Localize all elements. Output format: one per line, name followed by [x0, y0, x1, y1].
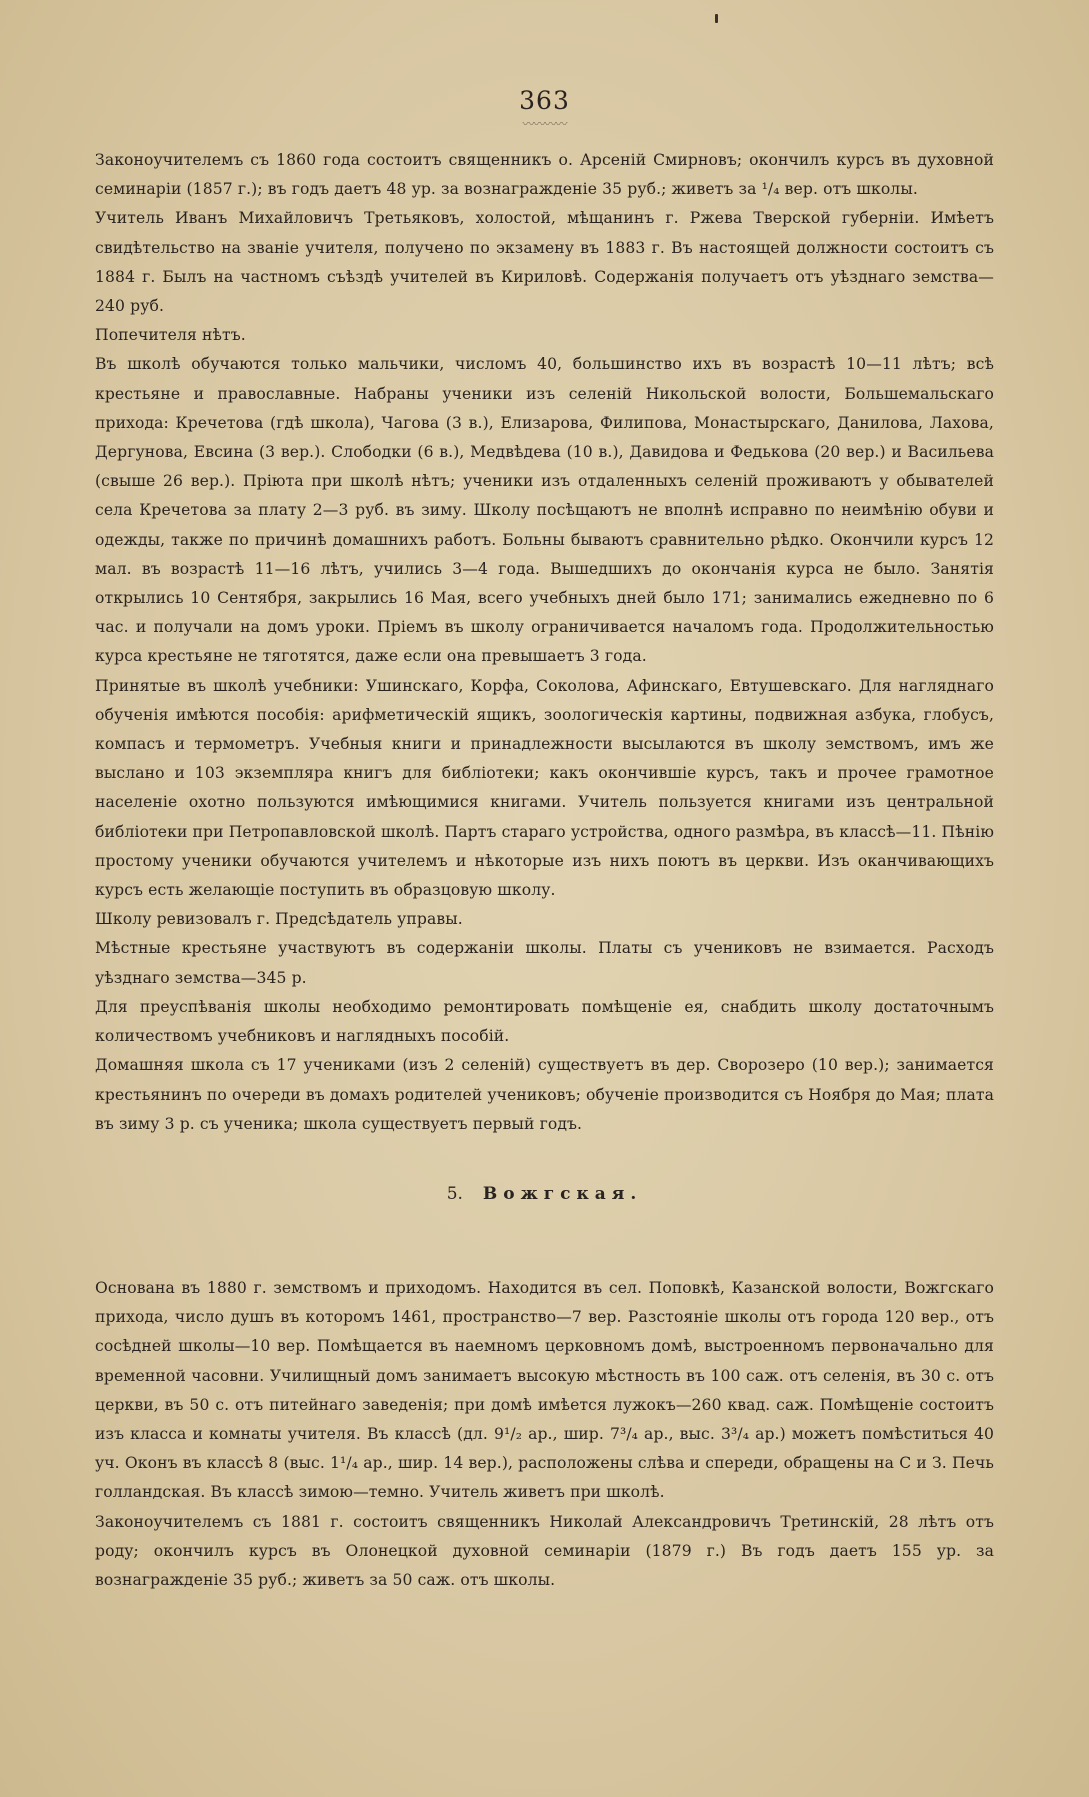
paragraph: Попечителя нѣтъ. [95, 326, 246, 345]
paragraph: Для преуспѣванія школы необходимо ремонтировать помѣщеніе ея, снабдить школу достаточнымъ количествомъ учебниковъ и наглядныхъ пособій. [95, 997, 994, 1046]
spacer [95, 1139, 994, 1184]
section-1-text [95, 146, 994, 1139]
page-number: 363 [519, 86, 570, 115]
paragraph: Законоучителемъ съ 1881 г. состоитъ священникъ Николай Александровичъ Третинскій, 28 лѣтъ отъ роду; окончилъ курсъ въ Олонецкой духовной семинаріи (1879 г.) Въ годъ даетъ 155 ур. за вознагражденіе 35 руб.; живетъ за 50 саж. отъ школы. [95, 1512, 994, 1589]
paragraph: Школу ревизовалъ г. Предсѣдатель управы. [95, 910, 463, 929]
paragraph: Въ школѣ обучаются только мальчики, числомъ 40, большинство ихъ въ возрастѣ 10—11 лѣтъ; всѣ крестьяне и православные. Набраны ученики изъ селеній Никольской волости, Большемальскаго прихода: Кречетова (гдѣ школа), Чагова (3 в.), Елизарова, Филипова, Монастырскаго, Данилова, Лахова, Дергунова, Евсина (3 вер.). Слободки (6 в.), Медвѣдева (10 в.), Давидова и Федькова (20 вер.) и Васильева (свыше 26 вер.). Пріюта при школѣ нѣтъ; ученики изъ отдаленныхъ селеній проживаютъ у обывателей села Кречетова за плату 2—3 руб. въ зиму. Школу посѣщаютъ не вполнѣ исправно по неимѣнію обуви и одежды, также по причинѣ домашнихъ работъ. Больны бываютъ сравнительно рѣдко. Окончили курсъ 12 мал. въ возрастѣ 11—16 лѣтъ, учились 3—4 года. Вышедшихъ до окончанія курса не было. Занятія открылись 10 Сентября, закрылись 16 Мая, всего учебныхъ дней было 171; занимались ежедневно по 6 час. и получали на домъ уроки. Пріемъ въ школу ограничивается началомъ года. Продолжительностью курса крестьяне не тяготятся, даже если она превышаетъ 3 года. [95, 355, 994, 666]
paragraph: Домашняя школа съ 17 учениками (изъ 2 селеній) существуетъ въ дер. Сворозеро (10 вер.); занимается крестьянинъ по очереди въ домахъ родителей учениковъ; обученіе производится съ Ноября до Мая; плата въ зиму 3 р. съ ученика; школа существуетъ первый годъ. [95, 1056, 994, 1133]
paragraph: Принятые въ школѣ учебники: Ушинскаго, Корфа, Соколова, Афинскаго, Евтушевскаго. Для нагляднаго обученія имѣются пособія: арифметическій ящикъ, зоологическія картины, подвижная азбука, глобусъ, компасъ и термометръ. Учебныя книги и принадлежности высылаются въ школу земствомъ, имъ же выслано и 103 экземпляра книгъ для библіотеки; какъ окончившіе курсъ, такъ и прочее грамотное населеніе охотно пользуются имѣющимися книгами. Учитель пользуется книгами изъ центральной библіотеки при Петропавловской школѣ. Партъ стараго устройства, одного размѣра, въ классѣ—11. Пѣнію простому ученики обучаются учителемъ и нѣкоторые изъ нихъ поютъ въ церкви. Изъ оканчивающихъ курсъ есть желающіе поступить въ образцовую школу. [95, 676, 994, 900]
paragraph: Мѣстные крестьяне участвуютъ въ содержаніи школы. Платы съ учениковъ не взимается. Расходъ уѣзднаго земства—345 р. [95, 939, 994, 987]
section-2-text [95, 1274, 994, 1595]
paragraph: Основана въ 1880 г. земствомъ и приходомъ. Находится въ сел. Поповкѣ, Казанской волости, Вожгскаго прихода, число душъ въ которомъ 1461, пространство—7 вер. Разстояніе школы отъ города 120 вер., отъ сосѣдней школы—10 вер. Помѣщается въ наемномъ церковномъ домѣ, выстроенномъ первоначально для временной часовни. Училищный домъ занимаетъ высокую мѣстность въ 100 саж. отъ селенія, въ 30 с. отъ церкви, въ 50 с. отъ питейнаго заведенія; при домѣ имѣется лужокъ—260 квад. саж. Помѣщеніе состоитъ изъ класса и комнаты учителя. Въ классѣ (дл. 9¹/₂ ар., шир. 7³/₄ ар., выс. 3³/₄ ар.) можетъ помѣститься 40 уч. Оконъ въ классѣ 8 (выс. 1¹/₄ ар., шир. 14 вер.), расположены слѣва и спереди, обращены на С и З. Печь голландская. Въ классѣ зимою—темно. Учитель живетъ при школѣ. [95, 1278, 994, 1502]
section-number: 5. [446, 1183, 463, 1204]
paragraph: Законоучителемъ съ 1860 года состоитъ священникъ о. Арсеній Смирновъ; окончилъ курсъ въ духовной семинаріи (1857 г.); въ годъ даетъ 48 ур. за вознагражденіе 35 руб.; живетъ за ¹/₄ вер. отъ школы. [95, 151, 994, 199]
paragraph: Учитель Иванъ Михайловичъ Третьяковъ, холостой, мѣщанинъ г. Ржева Тверской губерніи. Имѣетъ свидѣтельство на званіе учителя, получено по экзамену въ 1883 г. Въ настоящей должности состоитъ съ 1884 г. Былъ на частномъ съѣздѣ учителей въ Кириловѣ. Содержанія получаетъ отъ уѣзднаго земства—240 руб. [95, 209, 994, 316]
ornament-divider: 〰〰〰〰 [522, 117, 567, 131]
section-heading [95, 1184, 994, 1204]
ink-mark [715, 14, 718, 23]
section-name: Вожгская. [482, 1183, 643, 1204]
